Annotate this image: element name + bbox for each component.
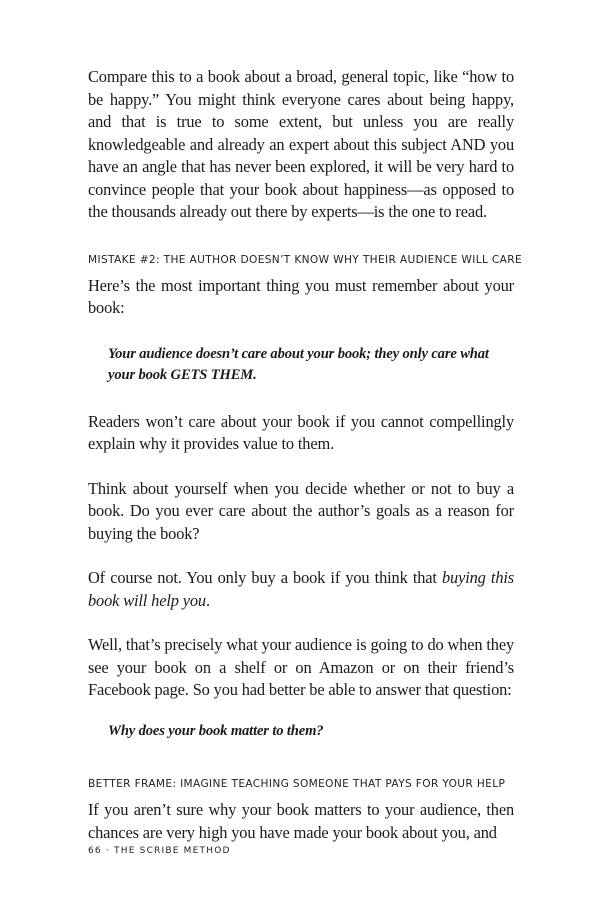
pull-quote-why-matter: Why does your book matter to them? [108, 722, 324, 739]
book-title: THE SCRIBE METHOD [114, 846, 231, 856]
page-number: 66 [88, 846, 102, 856]
footer-separator: · [105, 846, 110, 856]
text-run-end: . [205, 590, 210, 610]
paragraph-intro: Compare this to a book about a broad, general topic, like “how to be happy.” You might think everyone cares about being happy, and that is true to some extent, but unless you are really knowledgeable and already an expert about this subject AND you have an angle that has never been explored, it will be very hard to convince people that your book about happiness—as opposed to the thousands already out there by experts—is the one to read. [88, 67, 514, 221]
paragraph-think-about-yourself: Think about yourself when you decide whether or not to buy a book. Do you ever care about the author’s goals as a reason for buying the book? [88, 478, 514, 543]
section-heading-better-frame: BETTER FRAME: IMAGINE TEACHING SOMEONE THAT PAYS FOR YOUR HELP [88, 778, 506, 790]
paragraph-of-course-not [88, 567, 514, 612]
paragraph-important-thing: Here’s the most important thing you must remember about your book: [88, 275, 514, 317]
section-heading-mistake-2: MISTAKE #2: THE AUTHOR DOESN’T KNOW WHY THEIR AUDIENCE WILL CARE [88, 253, 523, 266]
paragraph-if-you-arent-sure: If you aren’t sure why your book matters to your audience, then chances are very high you have made your book about you, and [88, 800, 514, 842]
paragraph-well-thats: Well, that’s precisely what your audience is going to do when they see your book on a shelf or on Amazon or on their friend’s Facebook page. So you had better be able to answer that question: [88, 635, 514, 699]
emphasis-text: buying this book will help you [88, 568, 514, 610]
paragraph-readers-wont-care: Readers won’t care about your book if you cannot compellingly explain why it provides value to them. [88, 411, 514, 453]
page-footer [88, 846, 231, 856]
page-body [88, 66, 523, 844]
text-run: Of course not. You only buy a book if you think that [88, 568, 442, 587]
pull-quote-audience: Your audience doesn’t care about your book; they only care what your book GETS THEM. [108, 345, 489, 383]
